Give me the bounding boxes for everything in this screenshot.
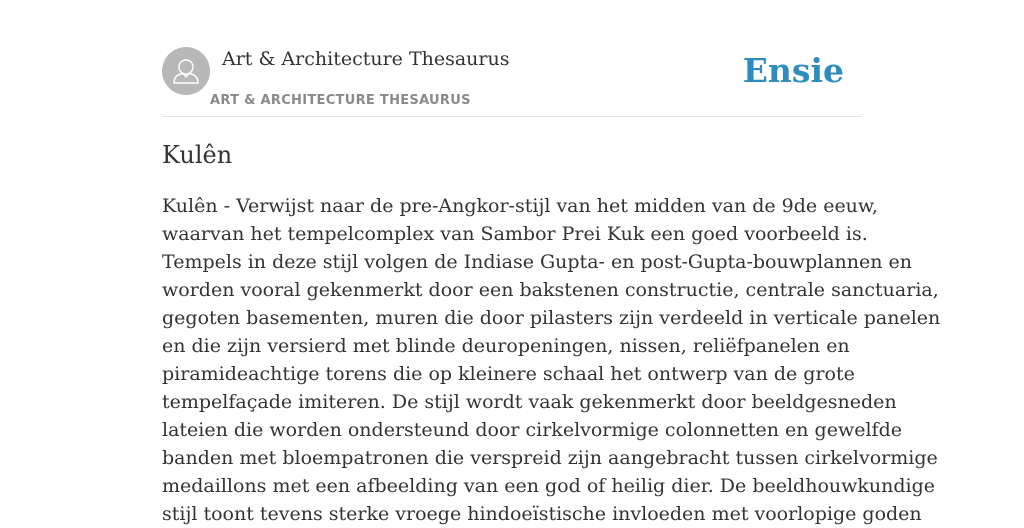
- article-line: gegoten basementen, muren die door pilasters zijn verdeeld in verticale panelen: [162, 307, 941, 329]
- article-line: medaillons met een afbeelding van een god of heilig dier. De beeldhouwkundige: [162, 475, 936, 497]
- article-line: piramideachtige torens die op kleinere schaal het ontwerp van de grote: [162, 363, 855, 385]
- author-avatar[interactable]: [162, 47, 210, 95]
- article-body: [162, 192, 941, 528]
- article-header: [162, 47, 862, 117]
- author-name[interactable]: Art & Architecture Thesaurus: [222, 48, 510, 70]
- article-line: waarvan het tempelcomplex van Sambor Prei Kuk een goed voorbeeld is.: [162, 223, 868, 245]
- article-line: banden met bloempatronen die verspreid zijn aangebracht tussen cirkelvormige: [162, 447, 938, 469]
- page-title: Kulên: [162, 141, 233, 169]
- article-line: en die zijn versierd met blinde deuropeningen, nissen, reliëfpanelen en: [162, 335, 850, 357]
- user-silhouette-icon: [162, 47, 210, 95]
- article-line: worden vooral gekenmerkt door een bakstenen constructie, centrale sanctuaria,: [162, 279, 939, 301]
- article-line: Kulên - Verwijst naar de pre-Angkor-stijl van het midden van de 9de eeuw,: [162, 195, 878, 217]
- article-line: Tempels in deze stijl volgen de Indiase Gupta- en post-Gupta-bouwplannen en: [162, 251, 913, 273]
- author-subtitle[interactable]: ART & ARCHITECTURE THESAURUS: [210, 93, 471, 108]
- article-line: tempelfaçade imiteren. De stijl wordt vaak gekenmerkt door beeldgesneden: [162, 391, 897, 413]
- article-line: lateien die worden ondersteund door cirkelvormige colonnetten en gewelfde: [162, 419, 902, 441]
- article-line: stijl toont tevens sterke vroege hindoeïstische invloeden met voorlopige goden: [162, 503, 922, 525]
- ensie-logo[interactable]: Ensie: [742, 51, 844, 90]
